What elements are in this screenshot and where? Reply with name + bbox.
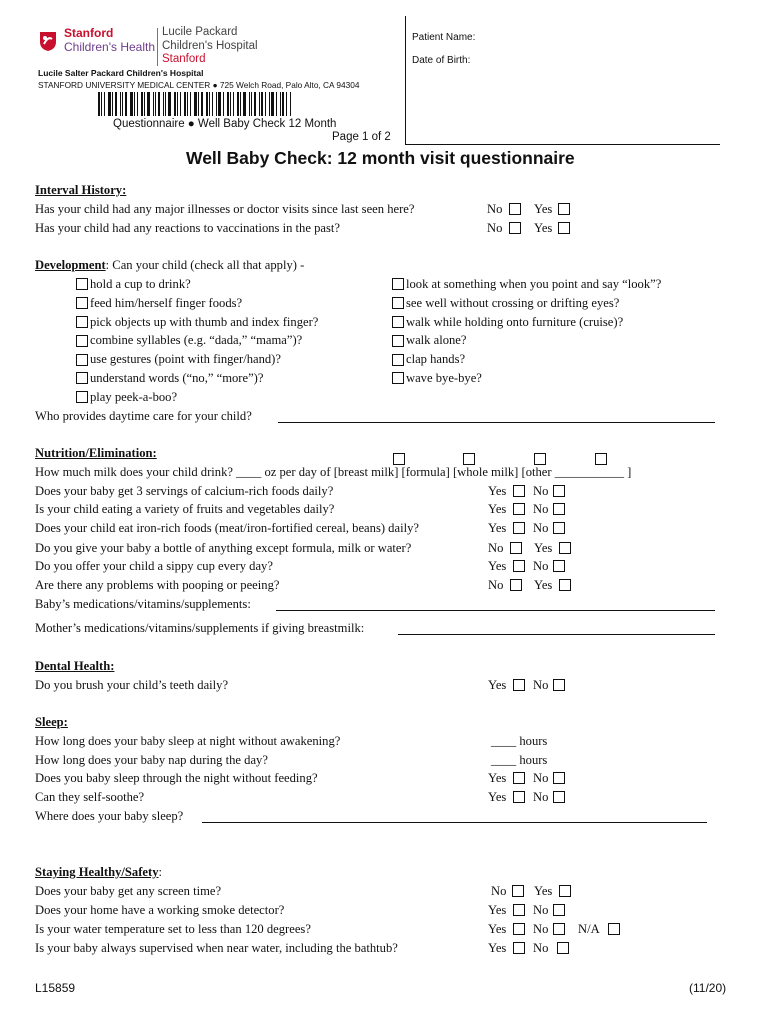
- dev-item: look at something when you point and say “look”?: [406, 277, 662, 291]
- dev-checkbox[interactable]: [76, 316, 88, 328]
- form-date: (11/20): [689, 981, 727, 995]
- yes-label: Yes: [488, 559, 507, 573]
- poop-yes-checkbox[interactable]: [559, 579, 571, 591]
- yes-label: Yes: [488, 771, 507, 785]
- yes-label: Yes: [488, 941, 507, 955]
- dental-heading: Dental Health:: [35, 659, 115, 673]
- barcode-bar: [249, 92, 250, 116]
- safety-colon: :: [158, 865, 162, 879]
- no-label: No: [487, 221, 503, 235]
- barcode-bar: [163, 92, 164, 116]
- yes-label: Yes: [488, 521, 507, 535]
- patient-name-label: Patient Name:: [412, 32, 476, 43]
- barcode-bar: [251, 92, 252, 116]
- mother-meds-label: Mother’s medications/vitamins/supplements if giving breastmilk:: [35, 621, 365, 635]
- no-label: No: [533, 559, 549, 573]
- daycare-question: Who provides daytime care for your child?: [35, 409, 252, 423]
- brush-question: Do you brush your child’s teeth daily?: [35, 678, 229, 692]
- barcode-bar: [108, 92, 111, 116]
- hospital-logo-line2: Children's Hospital: [162, 40, 258, 52]
- sleep-where-line[interactable]: [202, 810, 707, 823]
- mother-meds-line[interactable]: [398, 622, 715, 635]
- barcode-bar: [158, 92, 160, 116]
- yes-label: Yes: [488, 484, 507, 498]
- yes-label: Yes: [534, 884, 553, 898]
- barcode-bar: [271, 92, 274, 116]
- no-label: No: [533, 790, 549, 804]
- hours-label: hours: [519, 753, 548, 767]
- barcode-bar: [187, 92, 188, 116]
- no-label: No: [533, 903, 549, 917]
- barcode-bar: [98, 92, 100, 116]
- form-code: L15859: [35, 981, 76, 995]
- yes-label: Yes: [488, 790, 507, 804]
- calcium-yes-checkbox[interactable]: [513, 485, 525, 497]
- self-soothe-yes-checkbox[interactable]: [513, 791, 525, 803]
- barcode-bar: [209, 92, 210, 116]
- stanford-logo-mark: [37, 30, 59, 52]
- safety-heading: Staying Healthy/Safety: [35, 865, 159, 879]
- dev-checkbox[interactable]: [392, 354, 404, 366]
- water-supervised-no-checkbox[interactable]: [557, 942, 569, 954]
- development-intro: : Can your child (check all that apply) -: [105, 258, 305, 272]
- no-label: No: [488, 541, 504, 555]
- dev-checkbox[interactable]: [392, 335, 404, 347]
- no-label: No: [533, 922, 549, 936]
- screen-time-question: Does your baby get any screen time?: [35, 884, 222, 898]
- barcode-bar: [101, 92, 102, 116]
- dev-checkbox[interactable]: [76, 278, 88, 290]
- na-label: N/A: [578, 922, 600, 936]
- header-bottom-rule: [405, 144, 720, 145]
- barcode-bar: [153, 92, 154, 116]
- formula-checkbox[interactable]: [463, 453, 475, 465]
- dev-item: understand words (“no,” “more”)?: [90, 371, 264, 385]
- brush-no-checkbox[interactable]: [553, 679, 565, 691]
- baby-meds-label: Baby’s medications/vitamins/supplements:: [35, 597, 251, 611]
- barcode-bar: [290, 92, 291, 116]
- dev-item: wave bye-bye?: [406, 371, 482, 385]
- barcode-bar: [286, 92, 287, 116]
- barcode-bar: [134, 92, 135, 116]
- no-label: No: [533, 484, 549, 498]
- barcode-bar: [276, 92, 277, 116]
- barcode-bar: [155, 92, 156, 116]
- interval-q2-yes-checkbox[interactable]: [558, 222, 570, 234]
- nap-blank[interactable]: ____: [491, 753, 517, 767]
- dev-item: feed him/herself finger foods?: [90, 296, 243, 310]
- dev-checkbox[interactable]: [76, 297, 88, 309]
- barcode-bar: [165, 92, 166, 116]
- fruits-question: Is your child eating a variety of fruits and vegetables daily?: [35, 502, 335, 516]
- barcode-bar: [104, 92, 105, 116]
- no-label: No: [533, 941, 549, 955]
- barcode-bar: [237, 92, 239, 116]
- bottle-no-checkbox[interactable]: [510, 542, 522, 554]
- yes-label: Yes: [488, 903, 507, 917]
- header-divider: [405, 16, 406, 144]
- yes-label: Yes: [534, 578, 553, 592]
- iron-question: Does your child eat iron-rich foods (meat/iron-fortified cereal, beans) daily?: [35, 521, 419, 535]
- water-supervised-question: Is your baby always supervised when near water, including the bathtub?: [35, 941, 398, 955]
- dob-label: Date of Birth:: [412, 55, 471, 66]
- dev-item: clap hands?: [406, 352, 466, 366]
- dev-item: use gestures (point with finger/hand)?: [90, 352, 281, 366]
- other-milk-checkbox[interactable]: [595, 453, 607, 465]
- water-temp-na-checkbox[interactable]: [608, 923, 620, 935]
- barcode-bar: [198, 92, 199, 116]
- no-label: No: [488, 578, 504, 592]
- water-temp-no-checkbox[interactable]: [553, 923, 565, 935]
- barcode-bar: [194, 92, 197, 116]
- smoke-detector-no-checkbox[interactable]: [553, 904, 565, 916]
- barcode-bar: [147, 92, 150, 116]
- doc-title: Questionnaire ● Well Baby Check 12 Month: [113, 118, 337, 130]
- dev-checkbox[interactable]: [76, 335, 88, 347]
- brush-yes-checkbox[interactable]: [513, 679, 525, 691]
- hours-label: hours: [519, 734, 548, 748]
- sleep-through-question: Does you baby sleep through the night without feeding?: [35, 771, 318, 785]
- safety-heading-row: [35, 865, 162, 880]
- sleep-night-blank[interactable]: ____: [491, 734, 517, 748]
- calcium-question: Does your baby get 3 servings of calcium-rich foods daily?: [35, 484, 334, 498]
- baby-meds-line[interactable]: [276, 598, 715, 611]
- barcode-bar: [223, 92, 224, 116]
- interval-q1-no-checkbox[interactable]: [509, 203, 521, 215]
- page-title: Well Baby Check: 12 month visit questionnaire: [186, 148, 575, 168]
- development-heading-row: [35, 258, 304, 273]
- interval-q1-yes-checkbox[interactable]: [558, 203, 570, 215]
- barcode-bar: [141, 92, 143, 116]
- dev-item: pick objects up with thumb and index finger?: [90, 315, 319, 329]
- yes-label: Yes: [534, 541, 553, 555]
- barcode-bar: [168, 92, 171, 116]
- whole-milk-checkbox[interactable]: [534, 453, 546, 465]
- self-soothe-question: Can they self-soothe?: [35, 790, 145, 804]
- dev-checkbox[interactable]: [76, 391, 88, 403]
- fruits-no-checkbox[interactable]: [553, 503, 565, 515]
- dev-item: walk alone?: [406, 333, 467, 347]
- sleep-heading: Sleep:: [35, 715, 68, 729]
- poop-question: Are there any problems with pooping or peeing?: [35, 578, 280, 592]
- barcode: [98, 92, 294, 116]
- self-soothe-no-checkbox[interactable]: [553, 791, 565, 803]
- barcode-bar: [233, 92, 234, 116]
- barcode-bar: [122, 92, 123, 116]
- barcode-bar: [216, 92, 217, 116]
- barcode-bar: [269, 92, 270, 116]
- page-number: Page 1 of 2: [332, 131, 391, 143]
- fruits-yes-checkbox[interactable]: [513, 503, 525, 515]
- barcode-bar: [259, 92, 260, 116]
- dev-checkbox[interactable]: [392, 316, 404, 328]
- no-label: No: [491, 884, 507, 898]
- dev-checkbox[interactable]: [392, 297, 404, 309]
- barcode-bar: [230, 92, 231, 116]
- barcode-bar: [261, 92, 263, 116]
- nap-question: How long does your baby nap during the day?: [35, 753, 268, 767]
- barcode-bar: [177, 92, 178, 116]
- barcode-bar: [240, 92, 241, 116]
- barcode-bar: [120, 92, 121, 116]
- dev-item: play peek-a-boo?: [90, 390, 178, 404]
- barcode-bar: [144, 92, 145, 116]
- no-label: No: [533, 771, 549, 785]
- screen-time-no-checkbox[interactable]: [512, 885, 524, 897]
- dev-checkbox[interactable]: [392, 372, 404, 384]
- hospital-logo-line1: Lucile Packard: [162, 26, 238, 38]
- barcode-bar: [282, 92, 284, 116]
- barcode-bar: [227, 92, 229, 116]
- daycare-answer-line[interactable]: [278, 410, 715, 423]
- smoke-detector-yes-checkbox[interactable]: [513, 904, 525, 916]
- barcode-bar: [265, 92, 266, 116]
- yes-label: Yes: [534, 202, 553, 216]
- barcode-bar: [243, 92, 246, 116]
- dev-checkbox[interactable]: [76, 354, 88, 366]
- sippy-no-checkbox[interactable]: [553, 560, 565, 572]
- milk-oz-blank[interactable]: ____: [236, 465, 262, 479]
- barcode-bar: [190, 92, 191, 116]
- barcode-bar: [115, 92, 117, 116]
- dev-checkbox[interactable]: [392, 278, 404, 290]
- sleep-through-no-checkbox[interactable]: [553, 772, 565, 784]
- no-label: No: [533, 521, 549, 535]
- dev-checkbox[interactable]: [76, 372, 88, 384]
- barcode-bar: [130, 92, 133, 116]
- interval-q1: Has your child had any major illnesses or doctor visits since last seen here?: [35, 202, 415, 216]
- yes-label: Yes: [488, 678, 507, 692]
- logo-text-line2: Children's Health: [64, 40, 156, 54]
- yes-label: Yes: [488, 922, 507, 936]
- sippy-yes-checkbox[interactable]: [513, 560, 525, 572]
- hospital-address: STANFORD UNIVERSITY MEDICAL CENTER ● 725 Welch Road, Palo Alto, CA 94304: [38, 80, 360, 90]
- interval-q2: Has your child had any reactions to vaccinations in the past?: [35, 221, 340, 235]
- barcode-bar: [180, 92, 181, 116]
- hospital-name: Lucile Salter Packard Children's Hospital: [38, 68, 204, 78]
- logo-divider: [157, 28, 158, 66]
- barcode-bar: [184, 92, 186, 116]
- nap-hours: [491, 753, 547, 768]
- milk-mid: oz per day of [breast milk] [formula] [whole milk] [other: [261, 465, 555, 479]
- sleep-where-question: Where does your baby sleep?: [35, 809, 184, 823]
- barcode-bar: [112, 92, 113, 116]
- bottle-question: Do you give your baby a bottle of anything except formula, milk or water?: [35, 541, 412, 555]
- barcode-bar: [174, 92, 176, 116]
- dev-item: see well without crossing or drifting eyes?: [406, 296, 620, 310]
- water-temp-yes-checkbox[interactable]: [513, 923, 525, 935]
- interval-heading: Interval History:: [35, 183, 127, 197]
- milk-question: [35, 465, 631, 480]
- iron-yes-checkbox[interactable]: [513, 522, 525, 534]
- sleep-night-hours: [491, 734, 547, 749]
- bottle-yes-checkbox[interactable]: [559, 542, 571, 554]
- interval-q2-no-checkbox[interactable]: [509, 222, 521, 234]
- screen-time-yes-checkbox[interactable]: [559, 885, 571, 897]
- milk-end: ]: [623, 465, 632, 479]
- barcode-bar: [212, 92, 213, 116]
- barcode-bar: [125, 92, 127, 116]
- dev-item: combine syllables (e.g. “dada,” “mama”)?: [90, 333, 303, 347]
- sleep-through-yes-checkbox[interactable]: [513, 772, 525, 784]
- calcium-no-checkbox[interactable]: [553, 485, 565, 497]
- barcode-bar: [280, 92, 281, 116]
- dev-item: walk while holding onto furniture (cruise)?: [406, 315, 624, 329]
- barcode-bar: [137, 92, 138, 116]
- sippy-question: Do you offer your child a sippy cup every day?: [35, 559, 273, 573]
- barcode-bar: [201, 92, 203, 116]
- yes-label: Yes: [534, 221, 553, 235]
- barcode-bar: [206, 92, 208, 116]
- nutrition-heading: Nutrition/Elimination:: [35, 446, 157, 460]
- yes-label: Yes: [488, 502, 507, 516]
- breast-milk-checkbox[interactable]: [393, 453, 405, 465]
- poop-no-checkbox[interactable]: [510, 579, 522, 591]
- hospital-logo-line3: Stanford: [162, 53, 206, 65]
- milk-other-blank[interactable]: ___________: [554, 465, 624, 479]
- logo-text-line1: Stanford: [64, 26, 114, 40]
- barcode-bar: [254, 92, 256, 116]
- no-label: No: [533, 502, 549, 516]
- water-temp-question: Is your water temperature set to less than 120 degrees?: [35, 922, 311, 936]
- barcode-bar: [218, 92, 221, 116]
- dev-item: hold a cup to drink?: [90, 277, 191, 291]
- development-heading: Development: [35, 258, 106, 272]
- no-label: No: [487, 202, 503, 216]
- no-label: No: [533, 678, 549, 692]
- smoke-detector-question: Does your home have a working smoke detector?: [35, 903, 285, 917]
- milk-prefix: How much milk does your child drink?: [35, 465, 237, 479]
- water-supervised-yes-checkbox[interactable]: [513, 942, 525, 954]
- iron-no-checkbox[interactable]: [553, 522, 565, 534]
- sleep-night-question: How long does your baby sleep at night without awakening?: [35, 734, 341, 748]
